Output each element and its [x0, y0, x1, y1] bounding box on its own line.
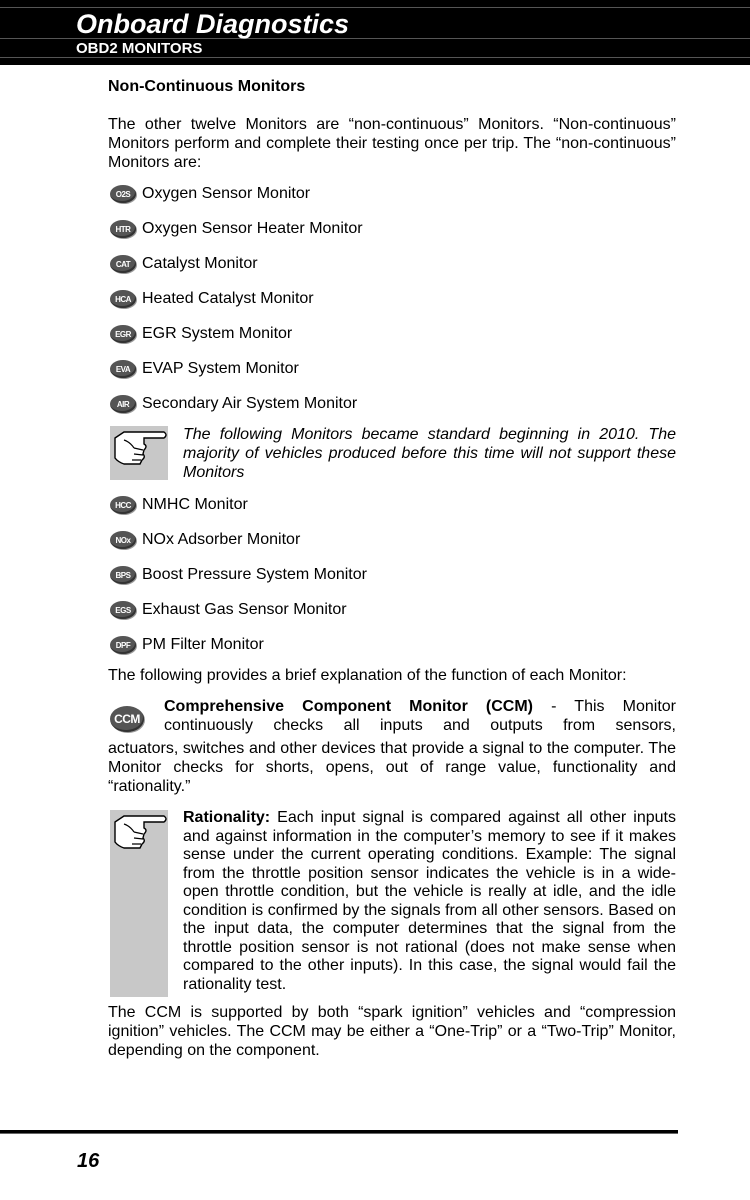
- ccm-title: Comprehensive Component Monitor (CCM): [164, 698, 534, 715]
- header-rule: [0, 57, 750, 58]
- rationality-text: Each input signal is compared against all other inputs and against information in the computer’s memory to see if it makes sense under the current operating conditions. Example: The signal from the throttle position sensor indicates the vehicle is in a wide-open throttle condition, but the vehicle is really at idle, and the idle condition is confirmed by the signals from all other sensors. Based on the input data, the computer determines that the signal from the throttle position sensor is not rational (does not make sense when compared to the other inputs). In this case, the signal would fail the rationality test.: [183, 809, 676, 993]
- monitor-label: Exhaust Gas Sensor Monitor: [142, 601, 347, 618]
- page-number: 16: [77, 1150, 100, 1172]
- ccm-monitor-icon: CCM: [110, 706, 144, 732]
- monitor-label: EVAP System Monitor: [142, 360, 299, 377]
- o2s-monitor-icon: O2S: [110, 185, 136, 203]
- header-rule: [0, 7, 750, 8]
- monitor-label: Oxygen Sensor Heater Monitor: [142, 220, 363, 237]
- intro-paragraph: The other twelve Monitors are “non-continuous” Monitors. “Non-continuous” Monitors perform and complete their testing once per trip. The “non-continuous” Monitors are:: [108, 116, 676, 171]
- cat-monitor-icon: CAT: [110, 255, 136, 273]
- monitor-item: [110, 634, 264, 656]
- nox-monitor-icon: NOx: [110, 531, 136, 549]
- rationality-note: [183, 809, 676, 994]
- monitor-label: Oxygen Sensor Monitor: [142, 185, 311, 202]
- egr-monitor-icon: EGR: [110, 325, 136, 343]
- note-text: The following Monitors became standard beginning in 2010. The majority of vehicles produced before this time will not support these Monitors: [183, 426, 676, 481]
- hcc-monitor-icon: HCC: [110, 496, 136, 514]
- rationality-title: Rationality:: [183, 809, 271, 826]
- page-header: [0, 0, 750, 65]
- monitor-item: [110, 218, 363, 240]
- htr-monitor-icon: HTR: [110, 220, 136, 238]
- dpf-monitor-icon: DPF: [110, 636, 136, 654]
- monitor-label: NOx Adsorber Monitor: [142, 531, 301, 548]
- monitor-label: NMHC Monitor: [142, 496, 248, 513]
- pointing-hand-icon: [110, 426, 168, 480]
- note-icon-box: [110, 426, 168, 480]
- section-heading: Non-Continuous Monitors: [108, 78, 306, 95]
- monitor-label: Heated Catalyst Monitor: [142, 290, 314, 307]
- monitor-item: [110, 358, 299, 380]
- ccm-text-line1: - This Monitor: [533, 698, 676, 715]
- monitor-label: PM Filter Monitor: [142, 636, 264, 653]
- monitor-item: [110, 323, 292, 345]
- footer-rule: [0, 1130, 678, 1134]
- monitor-label: Secondary Air System Monitor: [142, 395, 358, 412]
- ccm-text-line2: continuously checks all inputs and outputs from sensors,: [164, 717, 676, 734]
- ccm-description: actuators, switches and other devices that provide a signal to the computer. The Monitor checks for shorts, opens, out of range value, functionality and “rationality.”: [108, 740, 676, 795]
- monitor-item: [110, 494, 248, 516]
- bps-monitor-icon: BPS: [110, 566, 136, 584]
- monitor-item: [110, 393, 357, 415]
- monitor-label: EGR System Monitor: [142, 325, 293, 342]
- monitor-item: [110, 183, 310, 205]
- monitor-label: Boost Pressure System Monitor: [142, 566, 367, 583]
- explanation-intro: The following provides a brief explanation of the function of each Monitor:: [108, 667, 627, 684]
- monitor-item: [110, 599, 347, 621]
- closing-paragraph: The CCM is supported by both “spark ignition” vehicles and “compression ignition” vehicles. The CCM may be either a “One-Trip” or a “Two-Trip” Monitor, depending on the component.: [108, 1004, 676, 1059]
- monitor-item: [110, 564, 367, 586]
- section-subtitle: OBD2 MONITORS: [76, 40, 203, 57]
- monitor-item: [110, 253, 258, 275]
- monitor-item: [110, 529, 300, 551]
- monitor-label: Catalyst Monitor: [142, 255, 258, 272]
- air-monitor-icon: AIR: [110, 395, 136, 413]
- hca-monitor-icon: HCA: [110, 290, 136, 308]
- note-icon-box: [110, 810, 168, 997]
- chapter-title: Onboard Diagnostics: [76, 9, 350, 39]
- egs-monitor-icon: EGS: [110, 601, 136, 619]
- ccm-heading-line: [164, 697, 676, 716]
- eva-monitor-icon: EVA: [110, 360, 136, 378]
- monitor-item: [110, 288, 314, 310]
- pointing-hand-icon: [110, 810, 168, 864]
